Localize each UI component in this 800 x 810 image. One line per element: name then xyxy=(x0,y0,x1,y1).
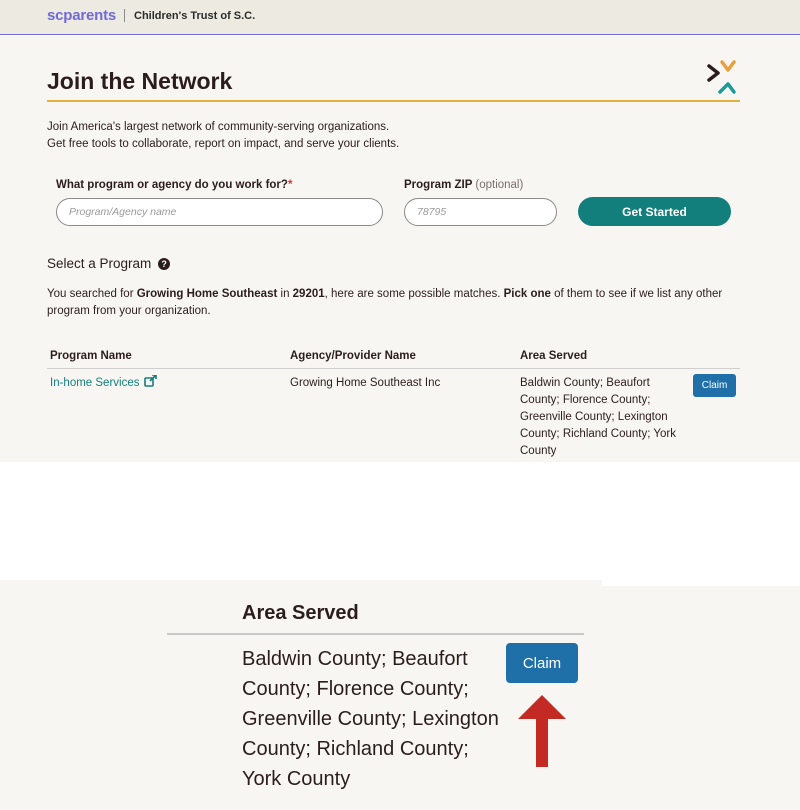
help-circle-icon[interactable]: ? xyxy=(158,258,170,270)
column-header-agency: Agency/Provider Name xyxy=(290,350,416,362)
zip-label-text: Program ZIP xyxy=(404,179,473,191)
agency-name-cell: Growing Home Southeast Inc xyxy=(290,377,441,389)
column-header-area: Area Served xyxy=(520,350,588,362)
join-network-panel xyxy=(0,36,800,462)
title-underline xyxy=(47,100,740,102)
zoom-area-served-heading: Area Served xyxy=(242,602,359,624)
program-field-label xyxy=(56,179,292,191)
callout-edge xyxy=(602,580,800,586)
program-link[interactable]: In-home Services xyxy=(50,377,140,389)
zip-field-label xyxy=(404,179,523,191)
select-program-heading xyxy=(47,256,170,271)
partner-name: Children's Trust of S.C. xyxy=(134,10,256,22)
program-zip-input[interactable] xyxy=(404,198,557,226)
zoom-area-served-text: Baldwin County; Beaufort County; Florence County; Greenville County; Lexington County; Richland County; York County xyxy=(242,648,499,790)
page-title: Join the Network xyxy=(47,68,233,94)
program-name-cell xyxy=(50,375,157,392)
program-label-text: What program or agency do you work for? xyxy=(56,179,288,191)
top-bar xyxy=(0,0,800,35)
note-mid-2: , here are some possible matches. xyxy=(324,288,504,300)
column-header-program: Program Name xyxy=(50,350,132,362)
get-started-button[interactable]: Get Started xyxy=(578,197,731,226)
required-mark: * xyxy=(287,179,293,191)
table-header-divider xyxy=(47,368,740,369)
scparents-logo[interactable]: scparents xyxy=(47,7,117,24)
select-program-title: Select a Program xyxy=(47,256,152,271)
search-results-note xyxy=(47,286,737,320)
pick-one-text: Pick one xyxy=(503,288,551,300)
external-link-icon[interactable] xyxy=(144,375,157,387)
program-agency-input[interactable] xyxy=(56,198,383,226)
intro-line-1: Join America's largest network of community-serving organizations. xyxy=(47,121,390,133)
brand-divider xyxy=(124,9,125,22)
note-suffix: of them to see if we list any other program from your organization. xyxy=(47,288,723,317)
note-mid: in xyxy=(277,288,293,300)
zip-optional-hint: (optional) xyxy=(475,179,524,191)
zoomed-callout xyxy=(0,580,800,810)
note-prefix: You searched for xyxy=(47,288,137,300)
intro-text xyxy=(47,119,399,153)
zoom-divider xyxy=(167,633,584,635)
search-zip: 29201 xyxy=(292,288,325,300)
intro-line-2: Get free tools to collaborate, report on impact, and serve your clients. xyxy=(47,138,400,150)
search-term: Growing Home Southeast xyxy=(136,288,278,300)
red-arrow-up-icon xyxy=(518,695,566,767)
zoom-claim-button[interactable]: Claim xyxy=(506,643,578,683)
claim-button[interactable]: Claim xyxy=(693,374,736,397)
area-served-cell: Baldwin County; Beaufort County; Florence County; Greenville County; Lexington County; Richland County; York County xyxy=(520,377,676,457)
network-x-logo xyxy=(706,60,736,94)
